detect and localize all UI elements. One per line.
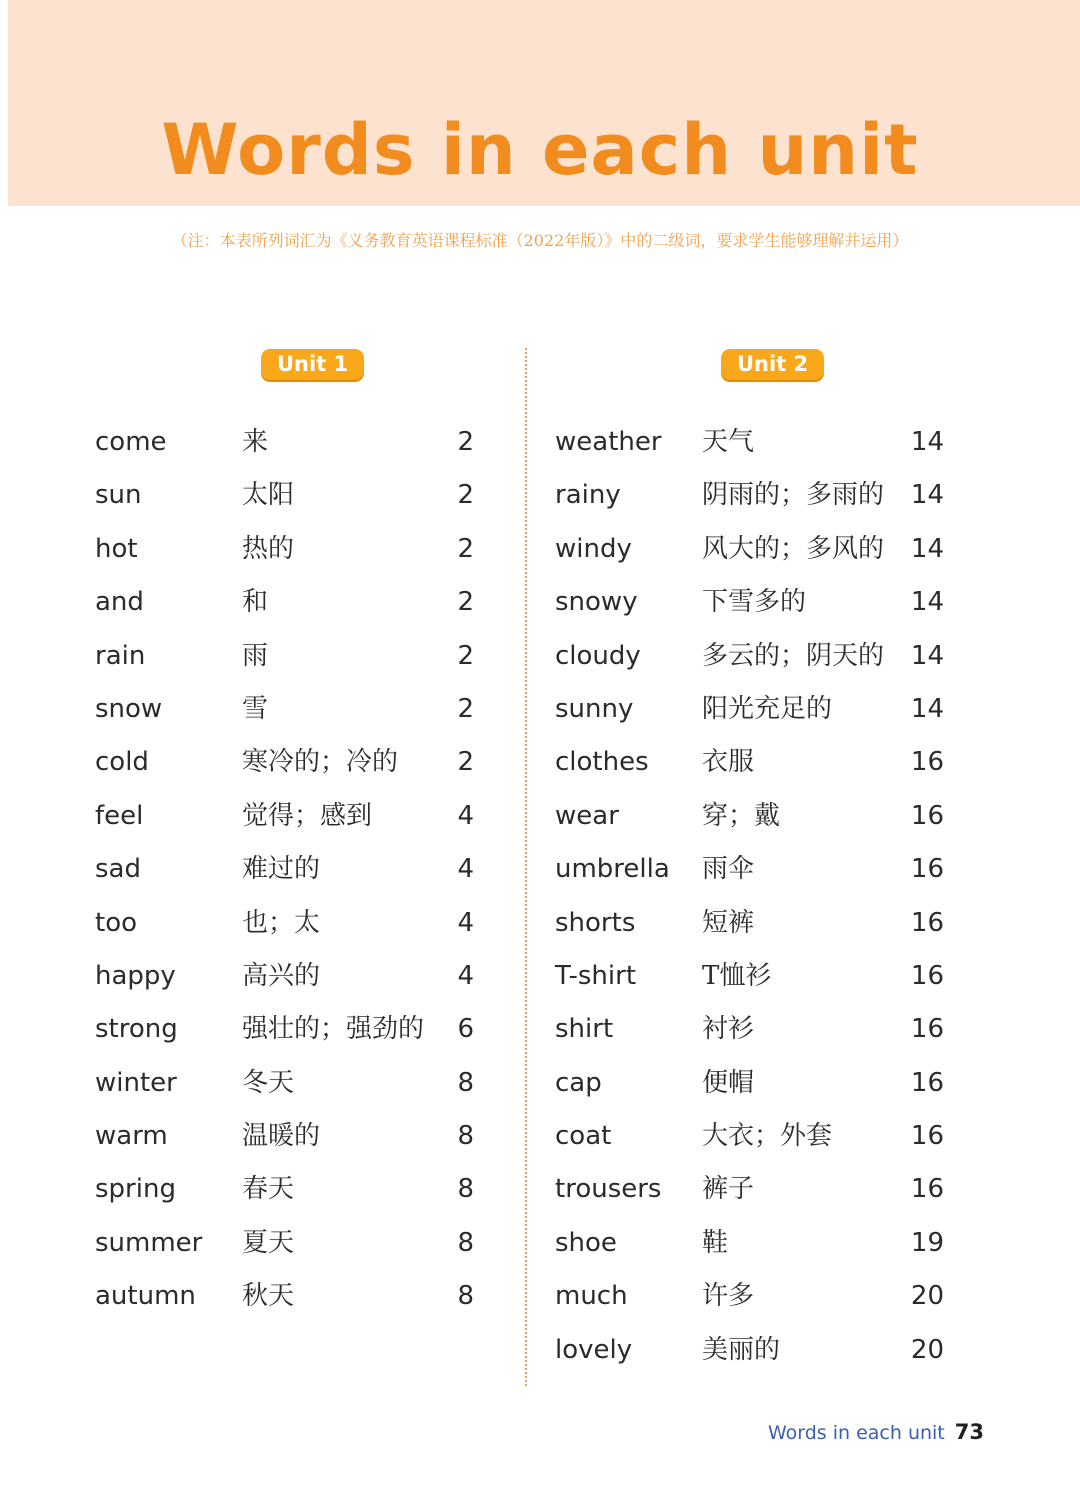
page-reference: 14 <box>910 693 944 724</box>
chinese-meaning: 雪 <box>242 693 269 724</box>
page-title: Words in each unit <box>161 109 919 191</box>
chinese-meaning: 阴雨的；多雨的 <box>702 480 885 511</box>
page-reference: 2 <box>457 587 474 618</box>
english-word: coat <box>555 1121 612 1152</box>
english-word: much <box>555 1281 628 1312</box>
english-word: T-shirt <box>555 960 637 991</box>
chinese-meaning: 衣服 <box>702 747 755 778</box>
english-word: come <box>95 427 167 457</box>
chinese-meaning: 雨伞 <box>702 854 755 885</box>
page-reference: 4 <box>457 854 474 885</box>
chinese-meaning: 多云的；阴天的 <box>702 640 885 671</box>
page-number: 73 <box>954 1420 984 1444</box>
chinese-meaning: 冬天 <box>242 1067 295 1098</box>
english-word: snowy <box>555 587 638 618</box>
chinese-meaning: 来 <box>242 427 269 457</box>
english-word: feel <box>95 800 144 831</box>
english-word: rain <box>95 640 146 671</box>
page-reference: 16 <box>910 1014 944 1045</box>
page-reference: 8 <box>457 1067 474 1098</box>
chinese-meaning: 穿；戴 <box>702 800 781 831</box>
page-reference: 16 <box>910 854 944 885</box>
chinese-meaning: 鞋 <box>702 1227 729 1258</box>
page-reference: 2 <box>457 533 474 564</box>
chinese-meaning: 衬衫 <box>702 1014 755 1045</box>
chinese-meaning: 风大的；多风的 <box>702 533 885 564</box>
chinese-meaning: 下雪多的 <box>702 587 807 618</box>
page-reference: 2 <box>457 480 474 511</box>
page-reference: 16 <box>910 907 944 938</box>
chinese-meaning: 雨 <box>242 640 269 671</box>
chinese-meaning: 觉得；感到 <box>242 800 373 831</box>
page-reference: 20 <box>910 1334 944 1365</box>
english-word: hot <box>95 533 138 564</box>
column-divider <box>525 348 527 1386</box>
english-word: rainy <box>555 480 621 511</box>
english-word: shoe <box>555 1227 617 1258</box>
page-reference: 8 <box>457 1227 474 1258</box>
page-reference: 14 <box>910 587 944 618</box>
unit-1-badge: Unit 1 <box>261 349 364 380</box>
english-word: and <box>95 587 144 618</box>
chinese-meaning: 秋天 <box>242 1281 295 1312</box>
chinese-meaning: 裤子 <box>702 1174 755 1205</box>
chinese-meaning: 许多 <box>702 1281 755 1312</box>
chinese-meaning: 短裤 <box>702 907 755 938</box>
curriculum-note: （注：本表所列词汇为《义务教育英语课程标准（2022年版）》中的二级词，要求学生能够理解并运用） <box>171 231 909 250</box>
chinese-meaning: 夏天 <box>242 1227 295 1258</box>
chinese-meaning: 热的 <box>242 533 295 564</box>
english-word: weather <box>555 427 662 457</box>
page-reference: 16 <box>910 1067 944 1098</box>
page-reference: 2 <box>457 640 474 671</box>
english-word: warm <box>95 1121 168 1152</box>
page-footer <box>768 1420 984 1444</box>
english-word: cold <box>95 747 149 778</box>
chinese-meaning: 美丽的 <box>702 1334 781 1365</box>
english-word: sad <box>95 854 141 885</box>
english-word: strong <box>95 1014 178 1045</box>
english-word: sunny <box>555 693 634 724</box>
page-reference: 14 <box>910 533 944 564</box>
page-reference: 2 <box>457 693 474 724</box>
chinese-meaning: 高兴的 <box>242 960 321 991</box>
english-word: happy <box>95 960 176 991</box>
page-reference: 16 <box>910 1121 944 1152</box>
chinese-meaning: 寒冷的；冷的 <box>242 747 399 778</box>
unit-2-badge: Unit 2 <box>721 349 824 380</box>
chinese-meaning: 也；太 <box>242 907 321 938</box>
chinese-meaning: 大衣；外套 <box>702 1121 833 1152</box>
page-reference: 16 <box>910 747 944 778</box>
footer-label: Words in each unit <box>767 1422 945 1444</box>
page-reference: 14 <box>910 640 944 671</box>
english-word: umbrella <box>555 854 670 885</box>
page-reference: 8 <box>457 1174 474 1205</box>
page-reference: 19 <box>910 1227 944 1258</box>
english-word: clothes <box>555 747 649 778</box>
chinese-meaning: 阳光充足的 <box>702 693 833 724</box>
english-word: winter <box>95 1067 177 1098</box>
english-word: windy <box>555 533 632 564</box>
english-word: autumn <box>95 1281 196 1312</box>
chinese-meaning: 和 <box>242 587 269 618</box>
english-word: trousers <box>555 1174 662 1205</box>
chinese-meaning: 温暖的 <box>242 1121 321 1152</box>
page-reference: 8 <box>457 1121 474 1152</box>
english-word: spring <box>95 1174 176 1205</box>
english-word: shirt <box>555 1014 614 1045</box>
page-reference: 2 <box>457 747 474 778</box>
english-word: sun <box>95 480 142 511</box>
page-reference: 14 <box>910 480 944 511</box>
page-reference: 20 <box>910 1281 944 1312</box>
english-word: summer <box>95 1227 203 1258</box>
page-reference: 16 <box>910 800 944 831</box>
page-reference: 4 <box>457 960 474 991</box>
chinese-meaning: 强壮的；强劲的 <box>242 1014 425 1045</box>
english-word: cap <box>555 1067 602 1098</box>
english-word: shorts <box>555 907 636 938</box>
chinese-meaning: 难过的 <box>242 854 321 885</box>
english-word: too <box>95 907 138 938</box>
english-word: wear <box>555 800 619 831</box>
chinese-meaning: 太阳 <box>242 480 295 511</box>
page-reference: 16 <box>910 960 944 991</box>
chinese-meaning: 天气 <box>702 427 755 457</box>
page-reference: 8 <box>457 1281 474 1312</box>
english-word: cloudy <box>555 640 641 671</box>
page-reference: 4 <box>457 800 474 831</box>
page-reference: 2 <box>457 427 474 457</box>
page-reference: 4 <box>457 907 474 938</box>
page-reference: 16 <box>910 1174 944 1205</box>
page-reference: 14 <box>910 427 944 457</box>
chinese-meaning: 春天 <box>242 1174 295 1205</box>
chinese-meaning: 便帽 <box>702 1067 755 1098</box>
chinese-meaning: T恤衫 <box>702 960 772 991</box>
english-word: snow <box>95 693 163 724</box>
page-reference: 6 <box>457 1014 474 1045</box>
english-word: lovely <box>555 1334 633 1365</box>
